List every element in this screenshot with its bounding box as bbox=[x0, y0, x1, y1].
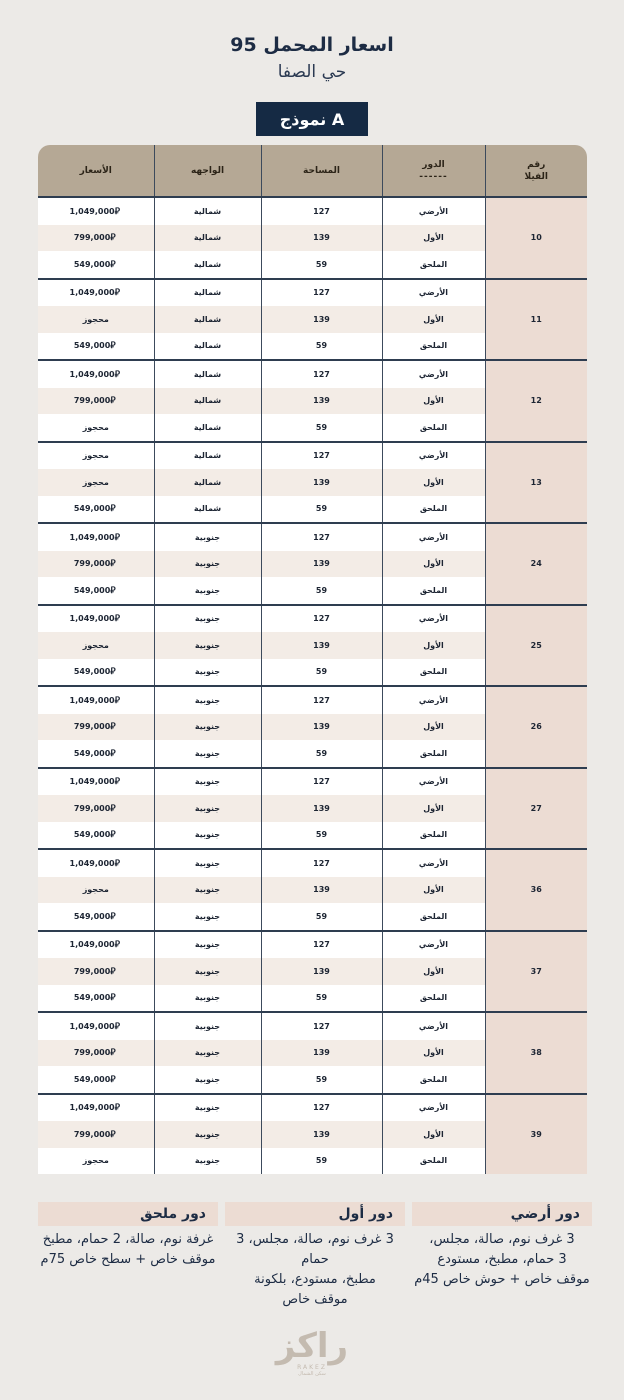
facade-cell: شمالية bbox=[154, 279, 261, 307]
price-cell bbox=[38, 659, 154, 687]
riyal-symbol-icon: ⃁ bbox=[114, 206, 120, 217]
area-cell: 139 bbox=[261, 795, 382, 822]
riyal-symbol-icon: ⃁ bbox=[110, 667, 116, 678]
price-value: 1,049,000 bbox=[69, 1021, 115, 1031]
riyal-symbol-icon: ⃁ bbox=[114, 614, 120, 625]
price-cell bbox=[38, 333, 154, 361]
price-value: 799,000 bbox=[73, 722, 111, 732]
price-value: 1,049,000 bbox=[69, 532, 115, 542]
price-cell bbox=[38, 795, 154, 822]
area-cell: 59 bbox=[261, 740, 382, 768]
col-header-floor bbox=[382, 145, 485, 197]
table-row bbox=[38, 360, 587, 388]
riyal-symbol-icon: ⃁ bbox=[110, 911, 116, 922]
facade-cell: شمالية bbox=[154, 360, 261, 388]
riyal-symbol-icon: ⃁ bbox=[114, 369, 120, 380]
floor-cell: الملحق bbox=[382, 333, 485, 361]
riyal-symbol-icon: ⃁ bbox=[110, 341, 116, 352]
area-cell: 127 bbox=[261, 931, 382, 959]
price-cell bbox=[38, 577, 154, 605]
villa-number-cell: 27 bbox=[485, 768, 587, 850]
summary-first-title: دور أول bbox=[225, 1202, 405, 1226]
table-row bbox=[38, 931, 587, 959]
summary-ground-line: موقف خاص + حوش خاص 45م bbox=[414, 1272, 590, 1287]
riyal-symbol-icon: ⃁ bbox=[110, 966, 116, 977]
riyal-symbol-icon: ⃁ bbox=[114, 858, 120, 869]
facade-cell: جنوبية bbox=[154, 1040, 261, 1067]
villa-number-cell: 37 bbox=[485, 931, 587, 1013]
price-value: محجوز bbox=[82, 1156, 109, 1166]
price-cell bbox=[38, 877, 154, 904]
price-cell bbox=[38, 686, 154, 714]
area-cell: 127 bbox=[261, 442, 382, 470]
facade-cell: جنوبية bbox=[154, 768, 261, 796]
riyal-symbol-icon: ⃁ bbox=[110, 1074, 116, 1085]
table-row bbox=[38, 1094, 587, 1122]
riyal-symbol-icon: ⃁ bbox=[114, 532, 120, 543]
price-value: 799,000 bbox=[73, 966, 111, 976]
area-cell: 127 bbox=[261, 360, 382, 388]
price-cell bbox=[38, 1148, 154, 1175]
table-row bbox=[38, 523, 587, 551]
price-cell bbox=[38, 1121, 154, 1148]
area-cell: 139 bbox=[261, 632, 382, 659]
price-value: محجوز bbox=[82, 314, 109, 324]
page-title: اسعار المحمل 95 bbox=[230, 34, 394, 56]
riyal-symbol-icon: ⃁ bbox=[110, 259, 116, 270]
price-value: 1,049,000 bbox=[69, 206, 115, 216]
price-value: 549,000 bbox=[73, 748, 111, 758]
facade-cell: جنوبية bbox=[154, 1012, 261, 1040]
table-row bbox=[38, 686, 587, 714]
facade-cell: جنوبية bbox=[154, 1066, 261, 1094]
price-cell bbox=[38, 388, 154, 415]
floor-cell: الأول bbox=[382, 1121, 485, 1148]
price-value: محجوز bbox=[82, 422, 109, 432]
riyal-symbol-icon: ⃁ bbox=[114, 1021, 120, 1032]
price-cell bbox=[38, 197, 154, 225]
table-row bbox=[38, 768, 587, 796]
floor-cell: الملحق bbox=[382, 985, 485, 1013]
riyal-symbol-icon: ⃁ bbox=[110, 1129, 116, 1140]
area-cell: 59 bbox=[261, 251, 382, 279]
price-value: 549,000 bbox=[73, 1074, 111, 1084]
price-cell bbox=[38, 1012, 154, 1040]
floor-cell: الأرضي bbox=[382, 523, 485, 551]
riyal-symbol-icon: ⃁ bbox=[110, 830, 116, 841]
floor-cell: الملحق bbox=[382, 1148, 485, 1175]
facade-cell: جنوبية bbox=[154, 740, 261, 768]
floor-cell: الأرضي bbox=[382, 1012, 485, 1040]
facade-cell: شمالية bbox=[154, 388, 261, 415]
summary-first-line: موقف خاص bbox=[282, 1292, 348, 1307]
price-value: 799,000 bbox=[73, 559, 111, 569]
price-cell bbox=[38, 958, 154, 985]
col-header-villa-label: رقم الفيلا bbox=[524, 159, 548, 182]
facade-cell: شمالية bbox=[154, 251, 261, 279]
floor-cell: الأول bbox=[382, 388, 485, 415]
facade-cell: جنوبية bbox=[154, 605, 261, 633]
model-label: نموذج A bbox=[256, 102, 368, 136]
price-cell bbox=[38, 279, 154, 307]
price-cell bbox=[38, 740, 154, 768]
col-header-floor-label: الدور bbox=[422, 159, 445, 170]
floor-cell: الأرضي bbox=[382, 605, 485, 633]
area-cell: 59 bbox=[261, 985, 382, 1013]
price-value: محجوز bbox=[82, 477, 109, 487]
villa-number-cell: 36 bbox=[485, 849, 587, 931]
facade-cell: شمالية bbox=[154, 469, 261, 496]
riyal-symbol-icon: ⃁ bbox=[114, 940, 120, 951]
summary-annex-line: غرفة نوم، صالة، 2 حمام، مطبخ bbox=[42, 1232, 214, 1247]
floor-cell: الملحق bbox=[382, 414, 485, 442]
riyal-symbol-icon: ⃁ bbox=[110, 722, 116, 733]
floor-cell: الملحق bbox=[382, 903, 485, 931]
price-cell bbox=[38, 251, 154, 279]
riyal-symbol-icon: ⃁ bbox=[110, 396, 116, 407]
summary-first-line: 3 غرف نوم، صالة، مجلس، 3 حمام bbox=[236, 1232, 394, 1267]
floor-cell: الأول bbox=[382, 306, 485, 333]
price-value: 549,000 bbox=[73, 911, 111, 921]
table-row bbox=[38, 279, 587, 307]
riyal-symbol-icon: ⃁ bbox=[110, 504, 116, 515]
price-cell bbox=[38, 1040, 154, 1067]
price-cell bbox=[38, 442, 154, 470]
table-row bbox=[38, 849, 587, 877]
facade-cell: جنوبية bbox=[154, 958, 261, 985]
table-header-row bbox=[38, 145, 587, 197]
riyal-symbol-icon: ⃁ bbox=[110, 1048, 116, 1059]
riyal-symbol-icon: ⃁ bbox=[114, 1103, 120, 1114]
riyal-symbol-icon: ⃁ bbox=[110, 993, 116, 1004]
table-row bbox=[38, 1012, 587, 1040]
price-value: 549,000 bbox=[73, 504, 111, 514]
area-cell: 59 bbox=[261, 903, 382, 931]
area-cell: 59 bbox=[261, 414, 382, 442]
riyal-symbol-icon: ⃁ bbox=[114, 695, 120, 706]
riyal-symbol-icon: ⃁ bbox=[110, 748, 116, 759]
riyal-symbol-icon: ⃁ bbox=[110, 803, 116, 814]
price-cell bbox=[38, 225, 154, 252]
col-header-villa bbox=[485, 145, 587, 197]
price-cell bbox=[38, 1066, 154, 1094]
price-value: 1,049,000 bbox=[69, 1103, 115, 1113]
facade-cell: جنوبية bbox=[154, 551, 261, 578]
facade-cell: جنوبية bbox=[154, 903, 261, 931]
facade-cell: جنوبية bbox=[154, 1121, 261, 1148]
facade-cell: شمالية bbox=[154, 197, 261, 225]
area-cell: 139 bbox=[261, 225, 382, 252]
floor-cell: الأول bbox=[382, 795, 485, 822]
price-value: 799,000 bbox=[73, 1048, 111, 1058]
area-cell: 139 bbox=[261, 1040, 382, 1067]
logo-mark: راكز bbox=[275, 1326, 349, 1366]
price-cell bbox=[38, 714, 154, 741]
col-header-area: المساحة bbox=[261, 145, 382, 197]
floor-cell: الأرضي bbox=[382, 279, 485, 307]
price-value: 549,000 bbox=[73, 667, 111, 677]
price-value: 799,000 bbox=[73, 233, 111, 243]
villa-number-cell: 12 bbox=[485, 360, 587, 442]
summary-ground bbox=[412, 1202, 592, 1290]
facade-cell: جنوبية bbox=[154, 985, 261, 1013]
facade-cell: جنوبية bbox=[154, 1148, 261, 1175]
area-cell: 127 bbox=[261, 1094, 382, 1122]
area-cell: 59 bbox=[261, 822, 382, 850]
price-cell bbox=[38, 849, 154, 877]
floor-cell: الأول bbox=[382, 551, 485, 578]
price-value: 549,000 bbox=[73, 585, 111, 595]
price-value: محجوز bbox=[82, 451, 109, 461]
floor-cell: الملحق bbox=[382, 740, 485, 768]
villa-number-cell: 24 bbox=[485, 523, 587, 605]
price-value: 1,049,000 bbox=[69, 369, 115, 379]
area-cell: 59 bbox=[261, 1148, 382, 1175]
area-cell: 59 bbox=[261, 333, 382, 361]
facade-cell: شمالية bbox=[154, 442, 261, 470]
price-value: 799,000 bbox=[73, 1129, 111, 1139]
villa-number-cell: 10 bbox=[485, 197, 587, 279]
area-cell: 139 bbox=[261, 388, 382, 415]
floor-cell: الأول bbox=[382, 958, 485, 985]
floor-cell: الأول bbox=[382, 225, 485, 252]
area-cell: 139 bbox=[261, 469, 382, 496]
price-table bbox=[38, 145, 587, 1174]
col-header-floor-dash: ------ bbox=[419, 171, 448, 182]
price-value: 1,049,000 bbox=[69, 614, 115, 624]
summary-annex bbox=[38, 1202, 218, 1270]
riyal-symbol-icon: ⃁ bbox=[114, 777, 120, 788]
floor-cell: الأرضي bbox=[382, 197, 485, 225]
villa-number-cell: 11 bbox=[485, 279, 587, 361]
facade-cell: جنوبية bbox=[154, 822, 261, 850]
price-cell bbox=[38, 523, 154, 551]
price-cell bbox=[38, 632, 154, 659]
summary-ground-line: 3 حمام، مطبخ، مستودع bbox=[437, 1252, 567, 1267]
price-cell bbox=[38, 360, 154, 388]
price-value: محجوز bbox=[82, 885, 109, 895]
area-cell: 59 bbox=[261, 496, 382, 524]
floor-cell: الأرضي bbox=[382, 849, 485, 877]
facade-cell: جنوبية bbox=[154, 523, 261, 551]
area-cell: 139 bbox=[261, 306, 382, 333]
price-cell bbox=[38, 306, 154, 333]
riyal-symbol-icon: ⃁ bbox=[110, 233, 116, 244]
table-row bbox=[38, 605, 587, 633]
villa-number-cell: 38 bbox=[485, 1012, 587, 1094]
facade-cell: جنوبية bbox=[154, 686, 261, 714]
floor-cell: الملحق bbox=[382, 822, 485, 850]
rakez-logo bbox=[0, 1328, 624, 1377]
summary-ground-title: دور أرضي bbox=[412, 1202, 592, 1226]
floor-cell: الملحق bbox=[382, 577, 485, 605]
riyal-symbol-icon: ⃁ bbox=[110, 559, 116, 570]
price-value: 1,049,000 bbox=[69, 288, 115, 298]
facade-cell: شمالية bbox=[154, 333, 261, 361]
price-cell bbox=[38, 768, 154, 796]
price-value: 1,049,000 bbox=[69, 777, 115, 787]
area-cell: 127 bbox=[261, 279, 382, 307]
area-cell: 127 bbox=[261, 605, 382, 633]
area-cell: 127 bbox=[261, 1012, 382, 1040]
price-value: 1,049,000 bbox=[69, 858, 115, 868]
facade-cell: جنوبية bbox=[154, 877, 261, 904]
summary-first-line: مطبخ، مستودع، بلكونة bbox=[254, 1272, 376, 1287]
price-value: 549,000 bbox=[73, 259, 111, 269]
villa-number-cell: 26 bbox=[485, 686, 587, 768]
floor-cell: الأول bbox=[382, 714, 485, 741]
facade-cell: شمالية bbox=[154, 225, 261, 252]
table-row bbox=[38, 442, 587, 470]
price-value: محجوز bbox=[82, 640, 109, 650]
floor-cell: الأرضي bbox=[382, 768, 485, 796]
riyal-symbol-icon: ⃁ bbox=[114, 288, 120, 299]
price-cell bbox=[38, 469, 154, 496]
area-cell: 139 bbox=[261, 714, 382, 741]
area-cell: 127 bbox=[261, 768, 382, 796]
floor-cell: الملحق bbox=[382, 251, 485, 279]
area-cell: 127 bbox=[261, 686, 382, 714]
area-cell: 59 bbox=[261, 577, 382, 605]
facade-cell: شمالية bbox=[154, 306, 261, 333]
floor-cell: الملحق bbox=[382, 659, 485, 687]
price-cell bbox=[38, 822, 154, 850]
col-header-price: الأسعار bbox=[38, 145, 154, 197]
floor-cell: الأرضي bbox=[382, 442, 485, 470]
summary-annex-line: موقف خاص + سطح خاص 75م bbox=[40, 1252, 216, 1267]
col-header-facade: الواجهه bbox=[154, 145, 261, 197]
floor-cell: الأرضي bbox=[382, 360, 485, 388]
facade-cell: جنوبية bbox=[154, 714, 261, 741]
table-body bbox=[38, 197, 587, 1174]
price-value: 549,000 bbox=[73, 993, 111, 1003]
floor-cell: الأول bbox=[382, 469, 485, 496]
price-cell bbox=[38, 903, 154, 931]
facade-cell: شمالية bbox=[154, 414, 261, 442]
floor-cell: الأرضي bbox=[382, 931, 485, 959]
facade-cell: جنوبية bbox=[154, 1094, 261, 1122]
logo-name-en: RAKEZ bbox=[297, 1364, 327, 1371]
price-cell bbox=[38, 414, 154, 442]
price-value: 549,000 bbox=[73, 830, 111, 840]
facade-cell: جنوبية bbox=[154, 795, 261, 822]
price-cell bbox=[38, 605, 154, 633]
floor-cell: الأول bbox=[382, 1040, 485, 1067]
logo-tagline: سكن الشمال bbox=[298, 1371, 326, 1377]
price-cell bbox=[38, 551, 154, 578]
summary-first bbox=[225, 1202, 405, 1310]
floor-cell: الأرضي bbox=[382, 686, 485, 714]
price-table-container bbox=[38, 145, 587, 1174]
area-cell: 139 bbox=[261, 1121, 382, 1148]
price-value: 1,049,000 bbox=[69, 695, 115, 705]
price-value: 549,000 bbox=[73, 341, 111, 351]
area-cell: 139 bbox=[261, 958, 382, 985]
price-value: 799,000 bbox=[73, 396, 111, 406]
facade-cell: جنوبية bbox=[154, 632, 261, 659]
area-cell: 59 bbox=[261, 659, 382, 687]
price-cell bbox=[38, 931, 154, 959]
facade-cell: جنوبية bbox=[154, 931, 261, 959]
area-cell: 59 bbox=[261, 1066, 382, 1094]
price-cell bbox=[38, 1094, 154, 1122]
facade-cell: جنوبية bbox=[154, 849, 261, 877]
villa-number-cell: 39 bbox=[485, 1094, 587, 1175]
summary-ground-line: 3 غرف نوم، صالة، مجلس، bbox=[429, 1232, 575, 1247]
area-cell: 127 bbox=[261, 197, 382, 225]
floor-cell: الملحق bbox=[382, 1066, 485, 1094]
facade-cell: جنوبية bbox=[154, 577, 261, 605]
riyal-symbol-icon: ⃁ bbox=[110, 585, 116, 596]
facade-cell: شمالية bbox=[154, 496, 261, 524]
floor-cell: الأرضي bbox=[382, 1094, 485, 1122]
floor-cell: الأول bbox=[382, 632, 485, 659]
villa-number-cell: 13 bbox=[485, 442, 587, 524]
price-cell bbox=[38, 496, 154, 524]
floor-cell: الأول bbox=[382, 877, 485, 904]
table-row bbox=[38, 197, 587, 225]
villa-number-cell: 25 bbox=[485, 605, 587, 687]
price-cell bbox=[38, 985, 154, 1013]
area-cell: 139 bbox=[261, 551, 382, 578]
facade-cell: جنوبية bbox=[154, 659, 261, 687]
floor-cell: الملحق bbox=[382, 496, 485, 524]
area-cell: 127 bbox=[261, 849, 382, 877]
price-value: 799,000 bbox=[73, 803, 111, 813]
price-value: 1,049,000 bbox=[69, 940, 115, 950]
area-cell: 139 bbox=[261, 877, 382, 904]
area-cell: 127 bbox=[261, 523, 382, 551]
summary-annex-title: دور ملحق bbox=[38, 1202, 218, 1226]
page-subtitle: حي الصفا bbox=[277, 62, 347, 82]
